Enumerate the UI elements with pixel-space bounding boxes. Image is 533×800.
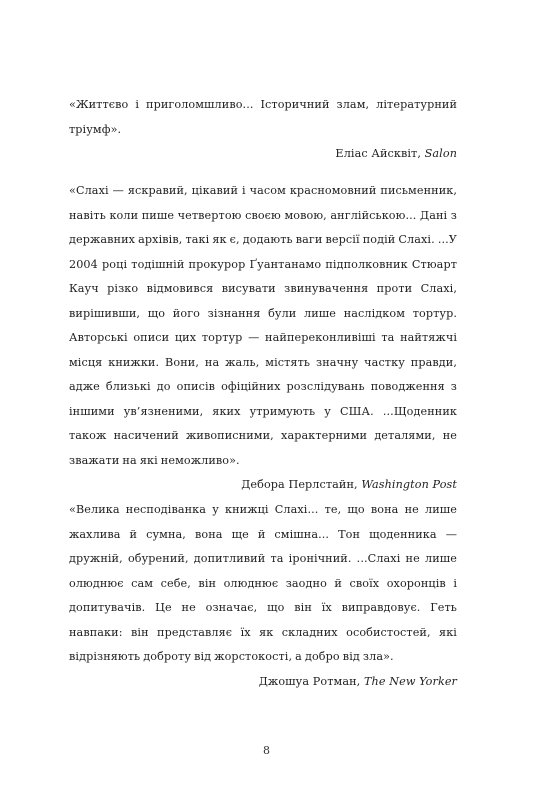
quote-attribution [69, 670, 457, 695]
review-quote [69, 179, 457, 498]
quote-text: «Слахі — яскравий, цікавий і часом красномовний письменник, навіть коли пише четвертою своєю мовою, англійською... Дані з державних архівів, такі як є, додають ваги версії подій Слахі. ...У 2004 році тодішній прокурор Ґуантанамо підполковник Стюарт Кауч різко відмовився висувати звинувачення проти Слахі, вирішивши, що його зізнання були лише наслідком тортур. Авторські описи цих тортур — найпереконливіші та найтяжчі місця книжки. Вони, на жаль, містять значну частку правди, адже близькі до описів офіційних розслідувань поводження з іншими ув’язненими, яких утримують у США. ...Щоденник також насичений живописними, характерними деталями, не зважати на які неможливо». [69, 184, 457, 467]
quote-publication: Salon [424, 147, 457, 160]
review-quote [69, 498, 457, 694]
quote-text: «Велика несподіванка у книжці Слахі... те, що вона не лише жахлива й сумна, вона ще й смішна... Тон щоденника — дружній, обурений, допитливий та іронічний. ...Слахі не лише олюднює сам себе, він олюднює заодно й своїх охоронців і допитувачів. Це не означає, що він їх виправдовує. Геть навпаки: він представляє їх як складних особистостей, які відрізняють доброту від жорстокості, а добро від зла». [69, 503, 457, 663]
quote-author: Джошуа Ротман, [258, 674, 364, 688]
quote-publication: Washington Post [361, 478, 457, 491]
page-number: 8 [263, 744, 270, 757]
quote-author: Дебора Перлстайн, [241, 478, 362, 491]
review-quote [69, 93, 457, 167]
quote-attribution [69, 142, 457, 167]
quote-text: «Життєво і приголомшливо... Історичний злам, літературний тріумф». [69, 98, 457, 136]
quote-attribution [69, 473, 457, 498]
quote-publication: The New Yorker [363, 674, 457, 688]
quote-author: Еліас Айсквіт, [335, 147, 425, 160]
